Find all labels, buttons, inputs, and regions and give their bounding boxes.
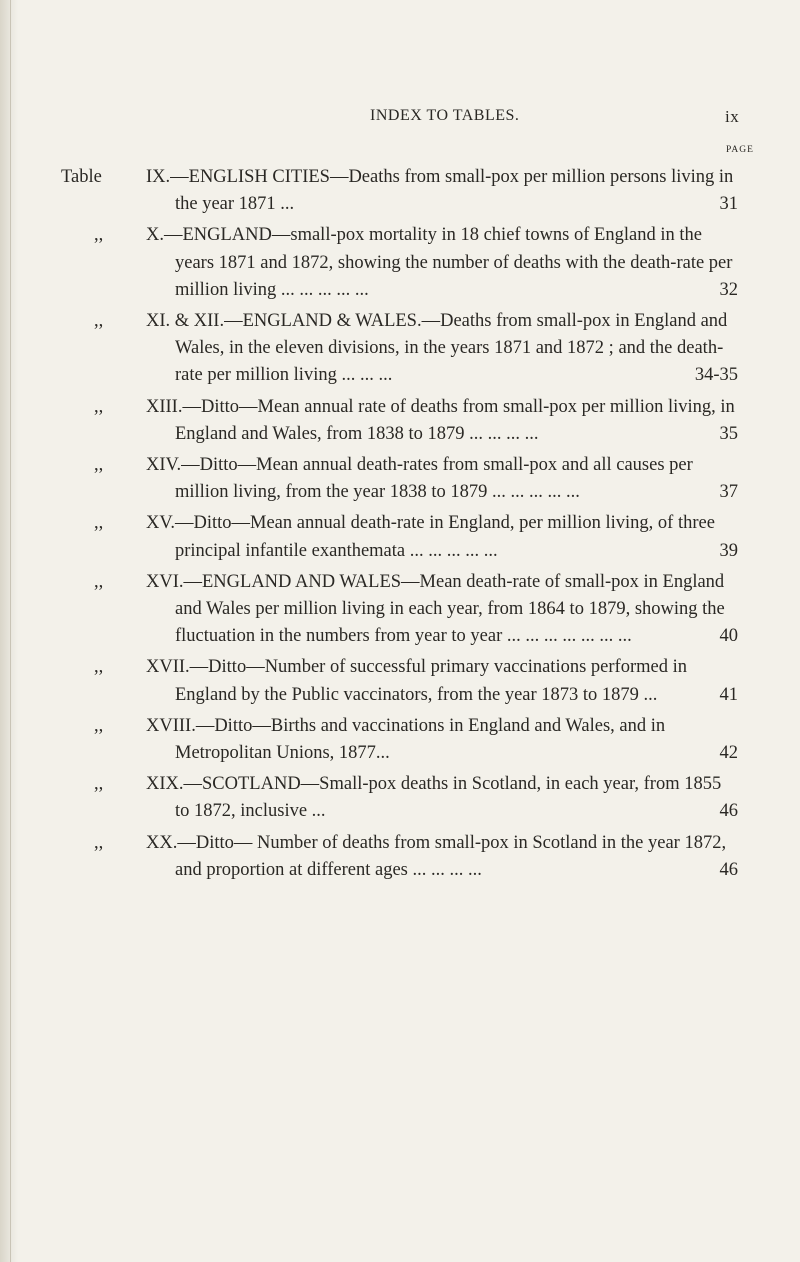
index-entry xyxy=(0,222,800,304)
index-entry xyxy=(0,510,800,564)
entry-lead: ,, xyxy=(94,715,104,736)
index-entry xyxy=(0,830,800,884)
entry-lead: ,, xyxy=(94,571,104,592)
entry-text: XVIII.—Ditto—Births and vaccinations in England and Wales, and in Metropolitan Unions, 1877... xyxy=(146,715,666,764)
entry-text: XIX.—SCOTLAND—Small-pox deaths in Scotland, in each year, from 1855 to 1872, inclusive ... xyxy=(146,774,722,822)
page-header xyxy=(0,107,800,131)
entry-page: 39 xyxy=(719,540,738,561)
index-entry xyxy=(0,394,800,448)
running-head: INDEX TO TABLES. xyxy=(370,107,520,124)
entry-text: X.—ENGLAND—small-pox mortality in 18 chief towns of England in the years 1871 and 1872, showing the number of deaths with the death-rate per million living ... ... ... ... ... xyxy=(146,225,733,300)
entry-page: 40 xyxy=(719,626,738,647)
entry-text: XVII.—Ditto—Number of successful primary vaccinations performed in England by the Public vaccinators, from the year 1873 to 1879 ... xyxy=(146,657,687,705)
entry-page: 46 xyxy=(719,801,738,822)
index-entry xyxy=(0,771,800,825)
entry-text: XX.—Ditto— Number of deaths from small-pox in Scotland in the year 1872, and proportion at different ages ... ... ... ... xyxy=(146,832,727,880)
entry-lead: ,, xyxy=(94,774,104,795)
entry-page: 42 xyxy=(719,743,738,764)
entry-text: XV.—Ditto—Mean annual death-rate in England, per million living, of three principal infantile exanthemata ... ... ... ... ... xyxy=(146,513,715,561)
index-entry xyxy=(0,164,800,218)
entry-lead: ,, xyxy=(94,455,104,476)
entry-lead: ,, xyxy=(94,832,104,853)
index-entry xyxy=(0,654,800,708)
entry-page: 32 xyxy=(719,279,738,300)
index-entry xyxy=(0,713,800,767)
entry-page: 35 xyxy=(719,423,738,444)
entry-text: IX.—ENGLISH CITIES—Deaths from small-pox per million persons living in the year 1871 ... xyxy=(146,167,734,215)
entry-text: XIV.—Ditto—Mean annual death-rates from small-pox and all causes per million living, from the year 1838 to 1879 ... ... ... ... ... xyxy=(146,455,693,503)
entry-page: 41 xyxy=(719,684,738,705)
entry-lead: ,, xyxy=(94,311,104,332)
entry-lead: ,, xyxy=(94,513,104,534)
entry-lead: ,, xyxy=(94,657,104,678)
entry-page: 31 xyxy=(719,194,738,215)
entry-lead: ,, xyxy=(94,225,104,246)
index-entry xyxy=(0,452,800,506)
table-index xyxy=(0,164,800,888)
page-number: ix xyxy=(725,107,740,126)
entry-text: XVI.—ENGLAND AND WALES—Mean death-rate of small-pox in England and Wales per million living in each year, from 1864 to 1879, showing the fluctuation in the numbers from year to year ... ... ... ... ... ... ... xyxy=(146,571,725,647)
entry-lead: ,, xyxy=(94,396,104,417)
entry-page: 46 xyxy=(719,859,738,880)
entry-page: 37 xyxy=(719,482,738,503)
entry-text: XIII.—Ditto—Mean annual rate of deaths from small-pox per million living, in England and Wales, from 1838 to 1879 ... ... ... ... xyxy=(146,396,735,444)
index-entry xyxy=(0,308,800,390)
entry-lead: Table xyxy=(61,167,102,187)
index-entry xyxy=(0,569,800,651)
entry-page: 34-35 xyxy=(694,365,738,386)
entry-text: XI. & XII.—ENGLAND & WALES.—Deaths from small-pox in England and Wales, in the eleven divisions, in the years 1871 and 1872 ; and the death-rate per million living ... ... ... xyxy=(146,311,728,386)
page-column-label: PAGE xyxy=(726,145,754,155)
